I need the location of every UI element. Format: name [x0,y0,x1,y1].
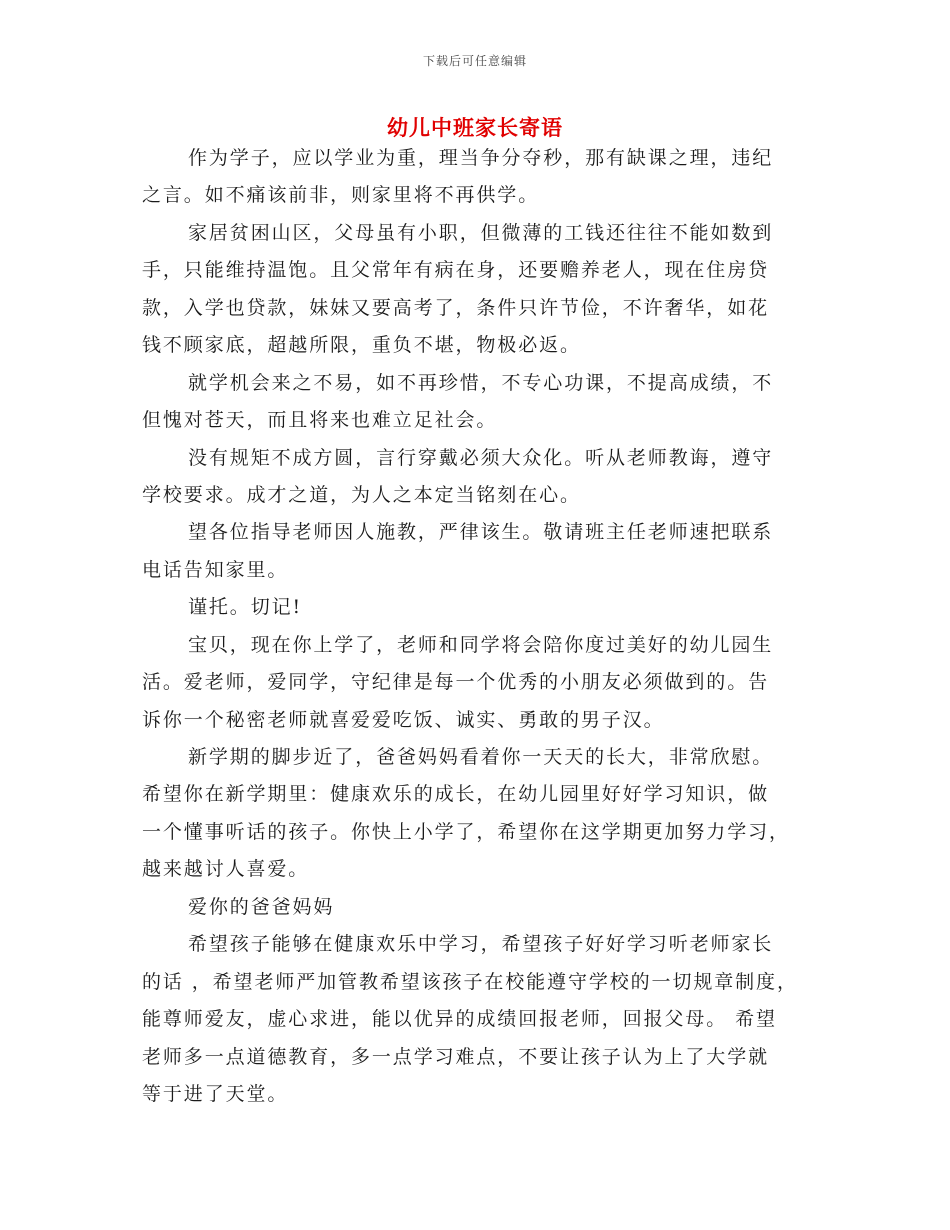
document-title: 幼儿中班家长寄语 [387,115,563,140]
body-line: 宝贝，现在你上学了，老师和同学将会陪你度过美好的幼儿园生 [188,633,774,656]
body-line: 之言。如不痛该前非，则家里将不再供学。 [142,184,540,207]
body-line: 电话告知家里。 [142,558,289,581]
body-line: 但愧对苍天，而且将来也难立足社会。 [142,409,498,432]
body-line: 诉你一个秘密老师就喜爱爱吃饭、诚实、勇敢的男子汉。 [142,708,665,731]
body-line: 家居贫困山区，父母虽有小职，但微薄的工钱还往往不能如数到 [188,221,774,244]
body-line: 活。爱老师，爱同学，守纪律是每一个优秀的小朋友必须做到的。告 [142,671,770,694]
body-line: 能尊师爱友，虚心求进，能以优异的成绩回报老师，回报父母。 希望 [142,1008,777,1031]
body-line: 希望孩子能够在健康欢乐中学习，希望孩子好好学习听老师家长 [188,933,774,956]
body-line: 没有规矩不成方圆，言行穿戴必须大众化。听从老师教诲，遵守 [188,446,774,469]
body-line: 钱不顾家底，超越所限，重负不堪，物极必返。 [142,334,581,357]
body-line: 就学机会来之不易，如不再珍惜，不专心功课，不提高成绩，不 [188,371,774,394]
body-line: 等于进了天堂。 [142,1082,289,1105]
body-line: 希望你在新学期里：健康欢乐的成长，在幼儿园里好好学习知识，做 [142,783,770,806]
body-line: 望各位指导老师因人施教，严律该生。敬请班主任老师速把联系 [188,521,774,544]
body-line: 新学期的脚步近了，爸爸妈妈看着你一天天的长大，非常欣慰。 [188,746,774,768]
body-line: 谨托。切记! [188,596,303,619]
body-line: 学校要求。成才之道，为人之本定当铭刻在心。 [142,483,581,506]
body-line: 越来越讨人喜爱。 [142,858,310,881]
body-line: 手，只能维持温饱。且父常年有病在身，还要赡养老人，现在住房贷 [142,259,770,282]
body-line: 爱你的爸爸妈妈 [188,895,335,918]
header-note: 下载后可任意编辑 [422,54,527,68]
document-body [142,140,810,1113]
body-line: 老师多一点道德教育，多一点学习难点，不要让孩子认为上了大学就 [142,1045,770,1068]
body-line: 款，入学也贷款，妹妹又要高考了，条件只许节俭，不许奢华，如花 [142,296,770,319]
body-line: 作为学子，应以学业为重，理当争分夺秒，那有缺课之理，违纪 [188,147,774,169]
body-line: 一个懂事听话的孩子。你快上小学了，希望你在这学期更加努力学习， [142,820,790,843]
body-line: 的话 ，希望老师严加管教希望该孩子在校能遵守学校的一切规章制度， [142,970,798,993]
